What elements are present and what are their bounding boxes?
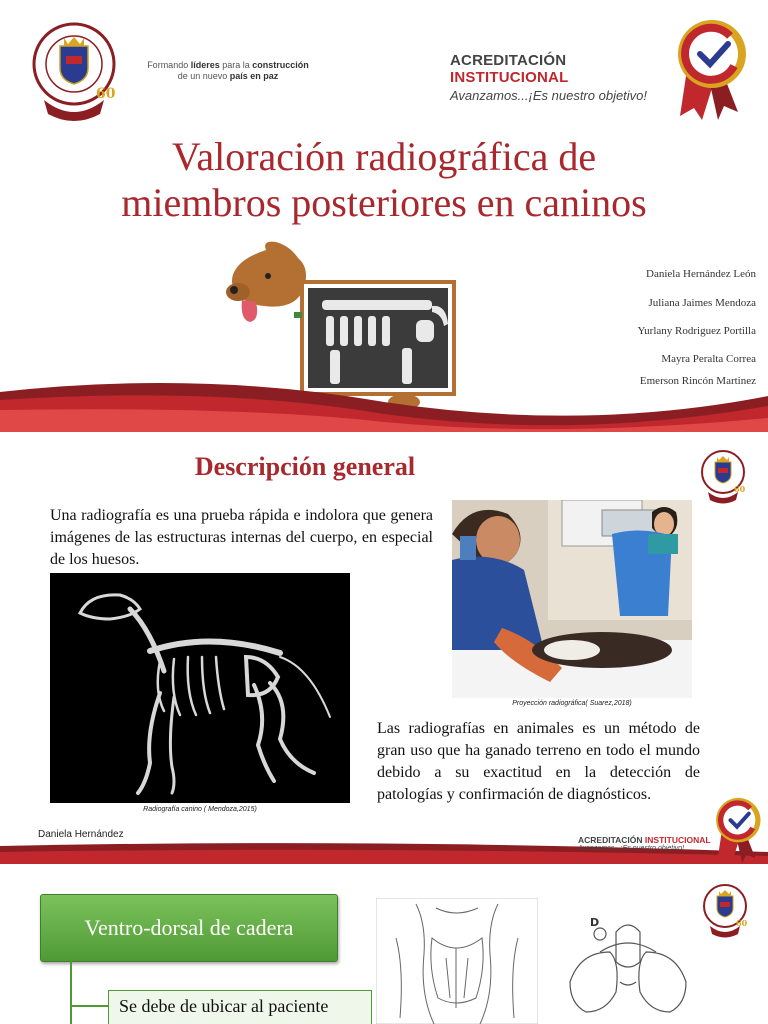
slide-ventrodorsal (0, 864, 768, 1024)
bullet-paragraph: Las radiografías en animales es un método de gran uso que ha ganado terreno en todo el mundo debido a su exactitud en la detección de patologías y confirmación de diagnósticos. (377, 720, 700, 803)
dog-xray-image (50, 573, 350, 803)
author-name: Juliana Jaimes Mendoza (648, 297, 756, 309)
slide-title (0, 0, 768, 432)
figure-label: D (590, 916, 600, 929)
svg-text:60: 60 (736, 918, 748, 928)
radiography-procedure-photo (452, 500, 692, 698)
section-title-box: Ventro-dorsal de cadera (40, 894, 338, 962)
university-seal-icon (702, 878, 748, 942)
accreditation-medal-icon (672, 14, 748, 124)
section-text-box: Se debe de ubicar al paciente (108, 990, 372, 1024)
university-tagline: Formando líderes para la construcción de un nuevo país en paz (147, 60, 309, 81)
figure-caption: Radiografía canino ( Mendoza,2015) (143, 806, 257, 813)
university-seal-icon (30, 12, 118, 128)
accreditation-banner: ACREDITACIÓN INSTITUCIONAL Avanzamos...¡Es nuestro objetivo! (450, 52, 648, 103)
university-seal-icon (700, 444, 746, 508)
author-name: Mayra Peralta Correa (661, 353, 756, 365)
slide-general-description (0, 432, 768, 864)
author-name: Yurlany Rodriguez Portilla (637, 325, 756, 337)
presentation-title: Valoración radiográfica de miembros posteriores en caninos (121, 134, 647, 225)
hip-anatomy-drawing (376, 898, 538, 1024)
slide-heading: Descripción general (194, 452, 416, 481)
red-wave-decoration (0, 370, 768, 432)
figure-caption: Proyección radiográfica( Suarez,2018) (512, 700, 632, 707)
connector-line (70, 1005, 108, 1007)
author-signature: Daniela Hernández (38, 829, 124, 840)
pelvis-drawing (560, 912, 696, 1024)
svg-text:60: 60 (734, 484, 746, 494)
accreditation-banner: ACREDITACIÓN INSTITUCIONAL Avanzamos...¡Es nuestro objetivo! (578, 835, 711, 852)
author-name: Daniela Hernández León (646, 268, 756, 280)
bullet-paragraph: Una radiografía es una prueba rápida e indolora que genera imágenes de las estructuras internas del cuerpo, en especial de los huesos. (50, 507, 433, 568)
author-name: Emerson Rincón Martinez (639, 375, 756, 387)
connector-line (70, 960, 72, 1024)
svg-text:60: 60 (96, 86, 116, 102)
accreditation-medal-icon (712, 794, 762, 864)
